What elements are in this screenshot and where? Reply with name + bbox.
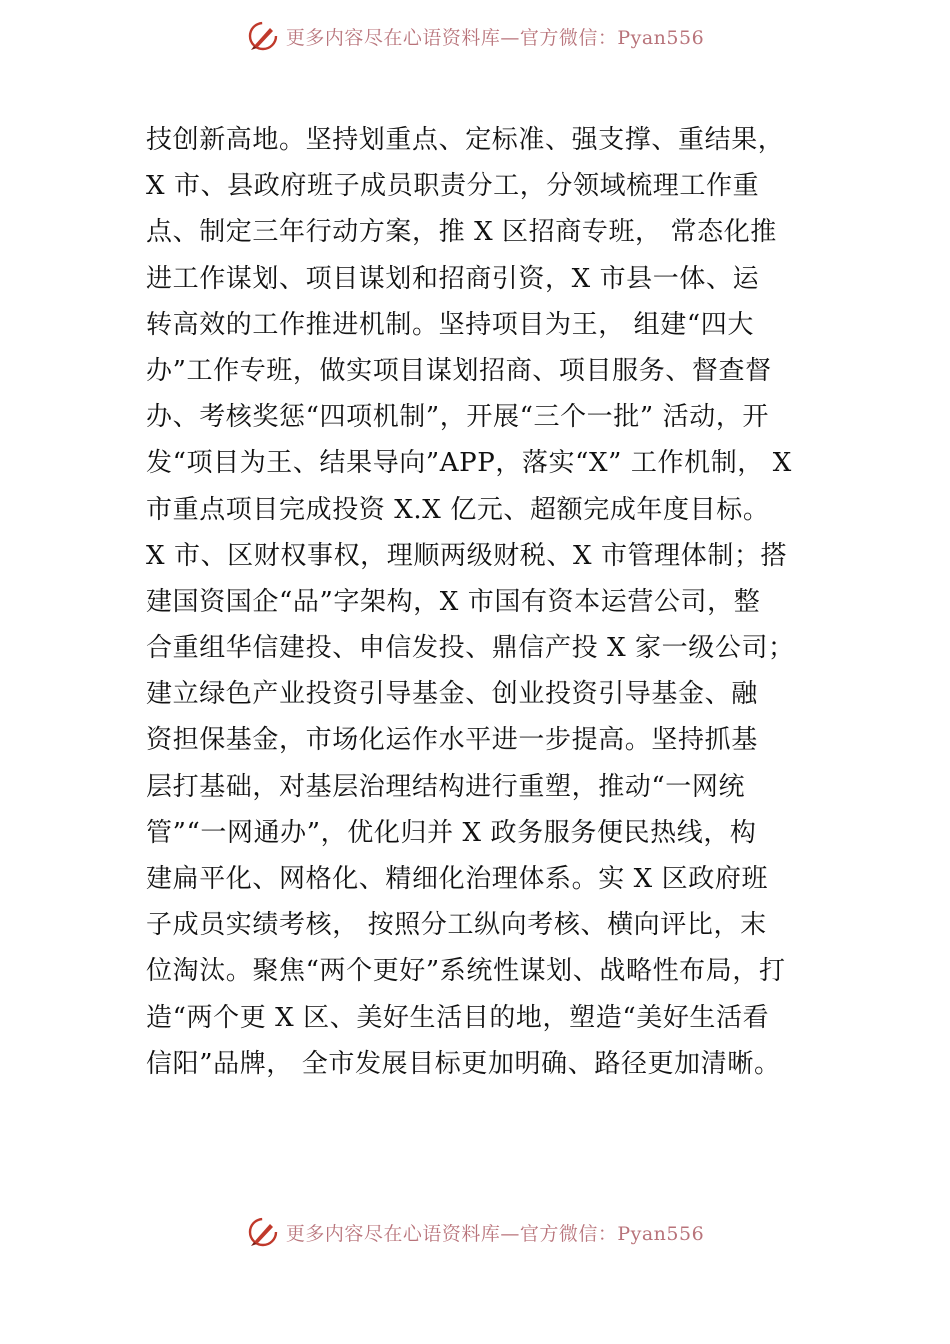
body-line-5: 转高效的工作推进机制。坚持项目为王， 组建“四大 <box>146 309 754 340</box>
body-line-20: 造“两个更 X 区、美好生活目的地，塑造“美好生活看 <box>146 1002 770 1033</box>
footer-banner <box>0 1212 950 1252</box>
body-line-15: 层打基础，对基层治理结构进行重塑，推动“一网统 <box>146 771 746 802</box>
red-pen-circle-logo-icon <box>246 19 280 53</box>
body-line-10: X 市、区财权事权，理顺两级财税、X 市管理体制；搭 <box>146 540 788 571</box>
body-line-4: 进工作谋划、项目谋划和招商引资，X 市县一体、运 <box>146 263 760 294</box>
body-line-11: 建国资国企“品”字架构，X 市国有资本运营公司，整 <box>146 586 761 617</box>
body-line-18: 子成员实绩考核， 按照分工纵向考核、横向评比，末 <box>146 910 767 941</box>
body-line-12: 合重组华信建投、申信发投、鼎信产投 X 家一级公司； <box>146 633 795 664</box>
footer-banner-inner <box>246 1215 704 1249</box>
red-pen-circle-logo-icon <box>246 1215 280 1249</box>
body-line-17: 建扁平化、网格化、精细化治理体系。实 X 区政府班 <box>146 864 769 894</box>
body-line-7: 办、考核奖惩“四项机制”，开展“三个一批” 活动，开 <box>146 402 770 433</box>
document-body <box>146 117 846 1087</box>
body-line-6: 办”工作专班，做实项目谋划招商、项目服务、督查督 <box>146 355 772 386</box>
body-line-19: 位淘汰。聚焦“两个更好”系统性谋划、战略性布局，打 <box>146 956 786 987</box>
body-line-2: X 市、县政府班子成员职责分工，分领域梳理工作重 <box>146 171 760 202</box>
body-line-3: 点、制定三年行动方案，推 X 区招商专班， 常态化推 <box>146 217 777 248</box>
header-text: 更多内容尽在心语资料库—官方微信：Pyan556 <box>285 26 705 49</box>
header-banner <box>0 16 950 56</box>
footer-text: 更多内容尽在心语资料库—官方微信：Pyan556 <box>285 1222 705 1245</box>
header-banner-inner <box>246 19 704 53</box>
body-line-1: 技创新高地。坚持划重点、定标准、强支撑、重结果， <box>146 125 785 155</box>
body-line-13: 建立绿色产业投资引导基金、创业投资引导基金、融 <box>146 679 758 710</box>
body-line-16: 管”“一网通办”，优化归并 X 政务服务便民热线，构 <box>146 817 757 848</box>
body-line-21: 信阳”品牌， 全市发展目标更加明确、路径更加清晰。 <box>146 1048 781 1079</box>
body-line-9: 市重点项目完成投资 X.X 亿元、超额完成年度目标。 <box>146 494 770 525</box>
body-line-8: 发“项目为王、结果导向”APP，落实“X” 工作机制， X <box>146 448 792 479</box>
body-line-14: 资担保基金，市场化运作水平进一步提高。坚持抓基 <box>146 725 758 756</box>
